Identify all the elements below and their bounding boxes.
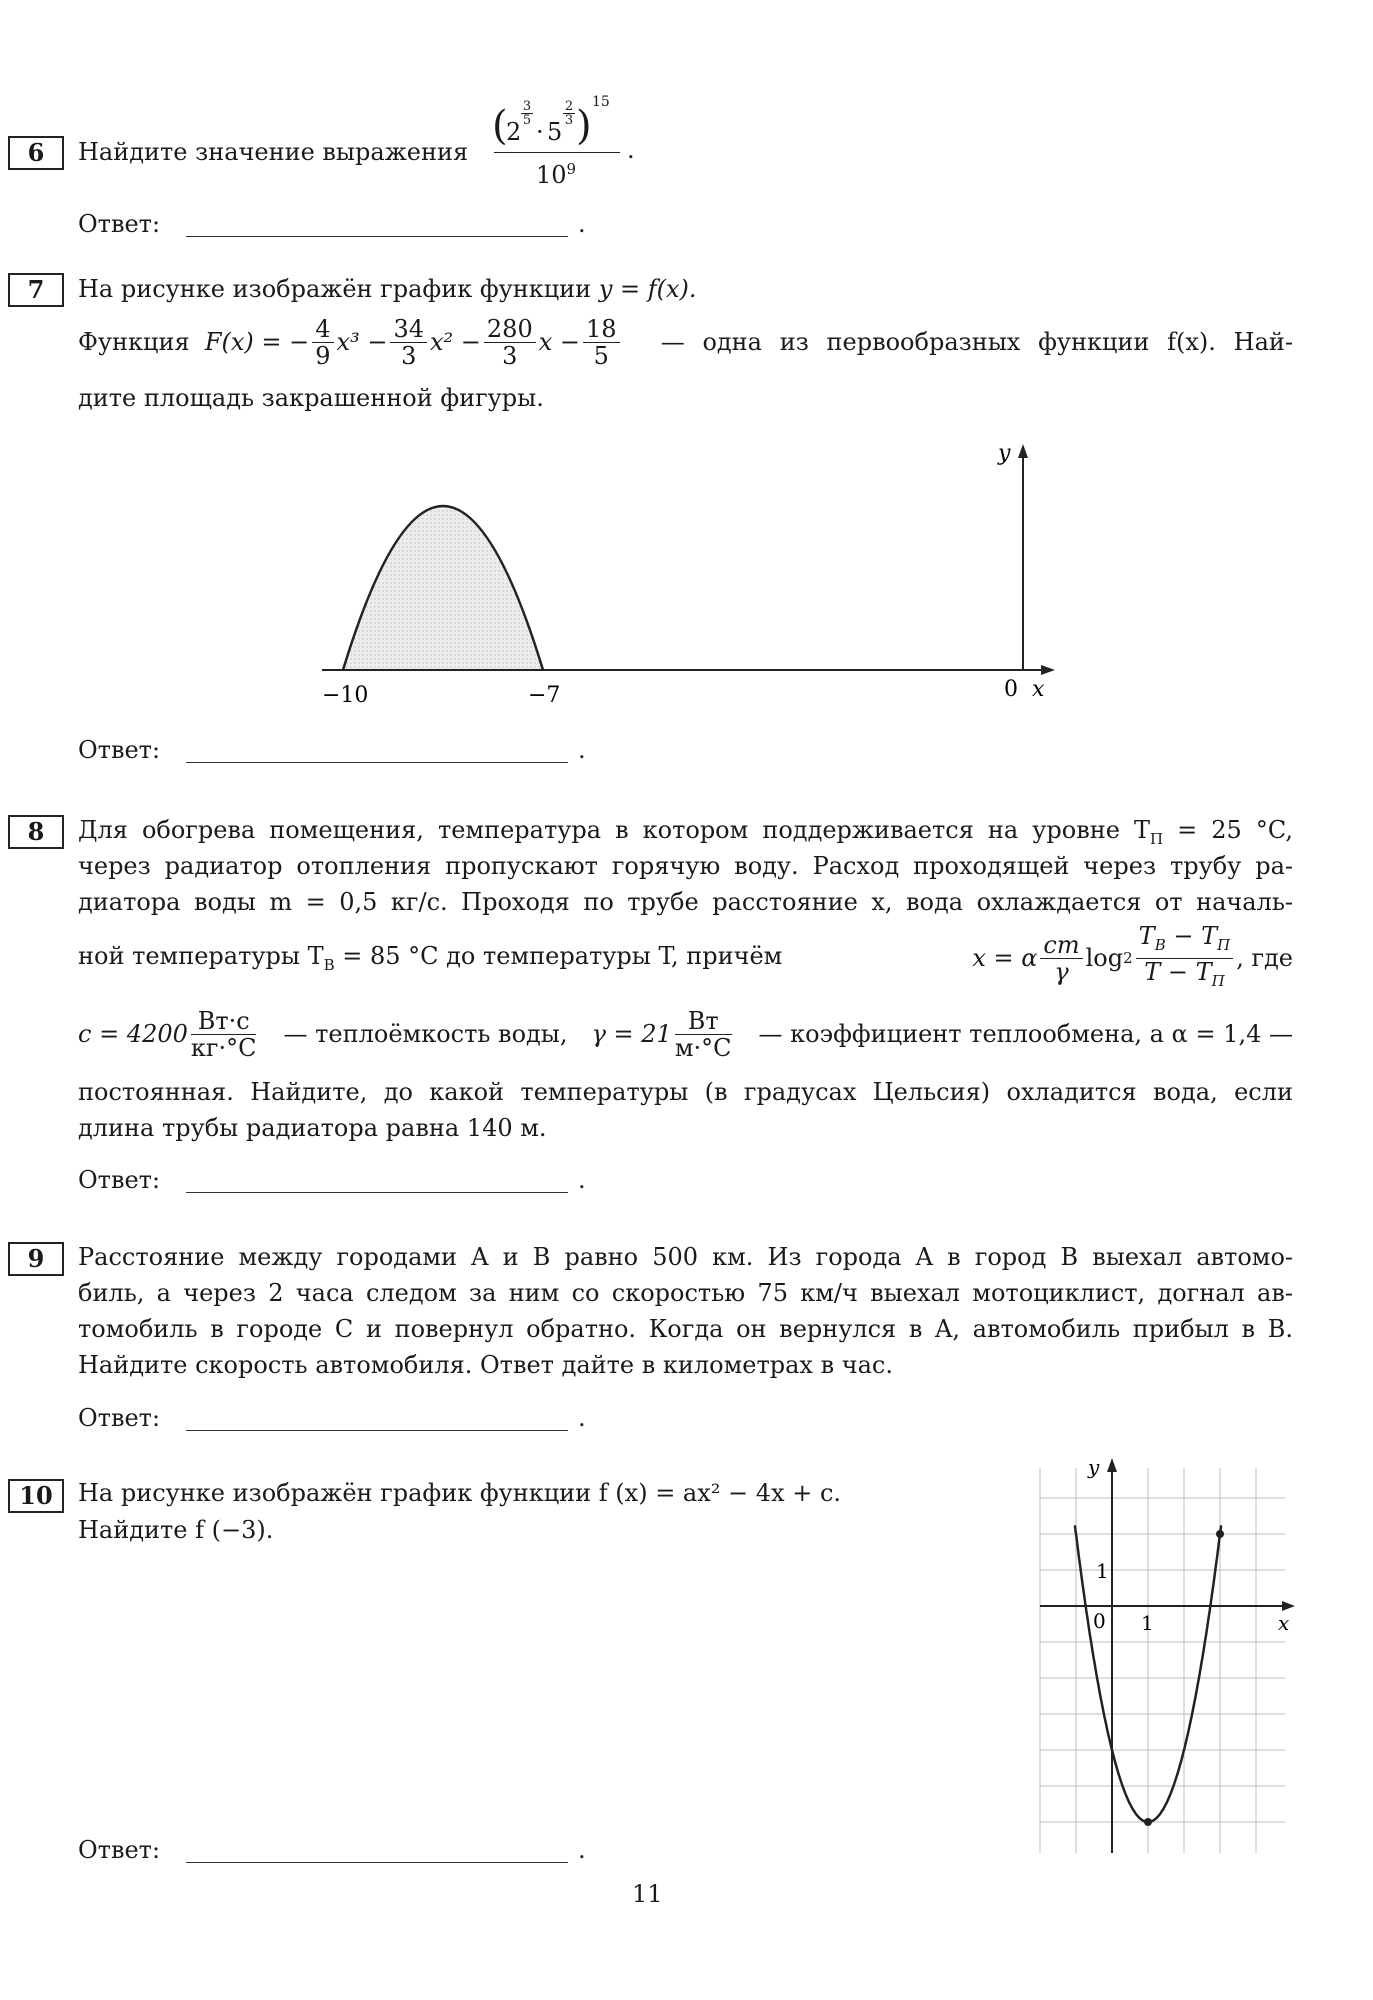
task-10-answer-dot: .	[578, 1836, 586, 1864]
task-8-answer-label: Ответ:	[78, 1166, 161, 1194]
exp-1: 3 5	[522, 99, 532, 128]
left-paren: (	[492, 103, 508, 149]
tick-label-minus-10: −10	[322, 683, 369, 708]
task-9-answer-dot: .	[578, 1404, 586, 1432]
x-tick-label-1: 1	[1141, 1611, 1154, 1635]
task-7-line3: дите площадь закрашенной фигуры.	[78, 384, 544, 412]
exp-2: 2 3	[564, 99, 574, 128]
task-9-line3: томобиль в городе C и повернул обратно. Когда он вернулся в A, автомобиль прибыл в B.	[78, 1315, 1293, 1343]
y-axis-label: y	[998, 441, 1011, 466]
grid	[1040, 1468, 1285, 1853]
task-8-line5: c = 4200 $\frac{Вт\cdot с}{кг\cdot^\circ C}$ — теплоёмкость воды, γ = 21 $\frac{Вт}{м\cdot^\circ C}$ — коэффициент теплообмена, а α = 1,4 —	[78, 1006, 1293, 1062]
task-8-line4: ной температуры $T_В = 85$ °C до температуры T, причём x = α $\frac{cm}{\gamma}$ log 2 $\frac{T_В - T_П}{T - T_П}$ , где	[78, 921, 1293, 990]
outer-exponent: 15	[592, 94, 610, 110]
task-7-number: 7	[8, 273, 64, 307]
task-9-answer-field[interactable]	[186, 1430, 568, 1431]
task-10-line1: На рисунке изображён график функции f (x) = ax² − 4x + c.	[78, 1479, 842, 1507]
task-9-line2: биль, а через 2 часа следом за ним со скоростью 75 км/ч выехал мотоциклист, догнал ав-	[78, 1279, 1293, 1307]
base-1: 2	[506, 118, 522, 146]
task-8-answer-field[interactable]	[186, 1192, 568, 1193]
base-2: 5	[547, 118, 563, 146]
origin-label: 0	[1093, 1609, 1106, 1633]
y-axis-arrow	[1107, 1458, 1117, 1472]
page-number: 11	[632, 1880, 663, 1908]
task-8-line2: через радиатор отопления пропускают горячую воду. Расход проходящей через трубу ра-	[78, 852, 1293, 880]
task-6-dot: .	[627, 136, 635, 164]
tick-label-minus-7: −7	[528, 683, 561, 708]
task-6-answer-dot: .	[578, 210, 586, 238]
origin-label: 0	[1004, 677, 1018, 702]
task-6-answer-label: Ответ:	[78, 210, 161, 238]
task-10-number: 10	[8, 1479, 64, 1513]
right-paren: )	[576, 103, 592, 149]
task-7-answer-label: Ответ:	[78, 736, 161, 764]
task-9-line1: Расстояние между городами A и B равно 500 км. Из города A в город B выехал автомо-	[78, 1243, 1293, 1271]
task-6-number: 6	[8, 136, 64, 170]
task-6-expression	[492, 92, 628, 188]
task-8-line3: диатора воды m = 0,5 кг/с. Проходя по трубе расстояние x, вода охлаждается от началь-	[78, 888, 1293, 916]
task-8-line7: длина трубы радиатора равна 140 м.	[78, 1114, 547, 1142]
task-7-graph	[310, 430, 1070, 720]
task-6-answer-field[interactable]	[186, 236, 568, 237]
task-6-text: Найдите значение выражения	[78, 138, 469, 166]
task-9-line4: Найдите скорость автомобиля. Ответ дайте в километрах в час.	[78, 1351, 893, 1379]
task-10-line2: Найдите f (−3).	[78, 1516, 274, 1544]
task-7-formula-line: Функция F(x) = − $\frac{4}{9}$ x³ − $\frac{34}{3}$ x² − $\frac{280}{3}$ x − $\frac{18}{5}$ — одна из первообразных функции f(x). Най-	[78, 314, 1293, 370]
task-9-answer-label: Ответ:	[78, 1404, 161, 1432]
task-7-answer-dot: .	[578, 736, 586, 764]
task-8-answer-dot: .	[578, 1166, 586, 1194]
y-axis-label: y	[1088, 1455, 1100, 1479]
fraction-bar	[494, 152, 620, 153]
x-axis-label: x	[1278, 1611, 1290, 1635]
denominator: $10^9$	[536, 160, 577, 189]
x-axis-arrow	[1041, 665, 1055, 675]
y-tick-label-1: 1	[1096, 1559, 1109, 1583]
task-10-answer-label: Ответ:	[78, 1836, 161, 1864]
task-7-line1: На рисунке изображён график функции y = f(x).	[78, 275, 697, 303]
x-axis-label: x	[1032, 677, 1045, 702]
task-10-answer-field[interactable]	[186, 1862, 568, 1863]
x-axis-arrow	[1282, 1601, 1295, 1611]
task-7-answer-field[interactable]	[186, 762, 568, 763]
task-8-line6: постоянная. Найдите, до какой температуры (в градусах Цельсия) охладится вода, если	[78, 1078, 1293, 1106]
marked-point	[1216, 1530, 1224, 1538]
task-8-line1: Для обогрева помещения, температура в котором поддерживается на уровне $T_П = 25$ °C,	[78, 816, 1294, 848]
vertex-point	[1144, 1818, 1152, 1826]
y-axis-arrow	[1018, 444, 1028, 458]
task-9-number: 9	[8, 1242, 64, 1276]
task-10-graph	[1020, 1448, 1320, 1868]
mult-sign: ·	[536, 118, 544, 146]
task-8-number: 8	[8, 815, 64, 849]
